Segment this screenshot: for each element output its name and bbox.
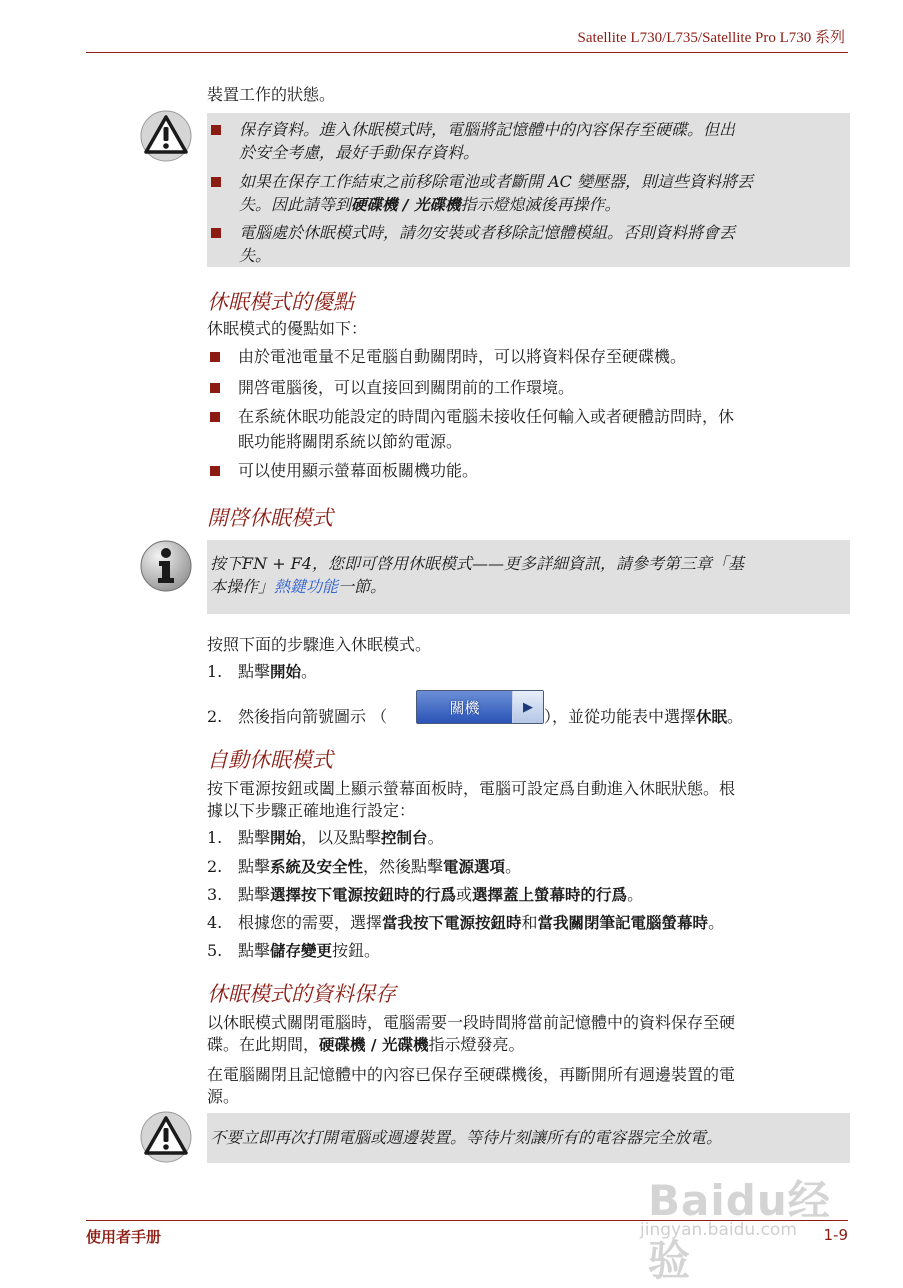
info-text-line2-a: 本操作」 (210, 577, 275, 596)
step-number: 1. (207, 662, 223, 681)
save-p2-line2: 源。 (207, 1087, 240, 1106)
list-item: 可以使用顯示螢幕面板關機功能。 (238, 461, 479, 480)
indicator-name: 硬碟機 / 光碟機 (319, 1036, 429, 1054)
text: 點擊 (238, 885, 271, 904)
step-number: 3. (207, 885, 223, 904)
warning-triangle-icon (140, 110, 192, 162)
auto-step-4 (238, 912, 724, 934)
text: 點擊 (238, 857, 271, 876)
warning-item-3-line2: 失。 (239, 246, 272, 265)
term: 控制台 (381, 829, 428, 847)
list-item: 在系統休眠功能設定的時間內電腦未接收任何輸入或者硬體訪問時，休 (238, 407, 735, 426)
info-text-line2-b: 一節。 (338, 577, 387, 596)
step-1-text: 點擊 (238, 662, 271, 681)
info-box (207, 540, 850, 614)
auto-step-2 (238, 856, 521, 878)
term: 開始 (270, 829, 302, 847)
warning-item-1 (239, 118, 735, 164)
save-p1-line1: 以休眠模式關閉電腦時，電腦需要一段時間將當前記憶體中的資料保存至硬 (207, 1013, 736, 1032)
warning-box-2 (207, 1113, 850, 1163)
text: 。 (505, 857, 522, 876)
auto-step-3 (238, 884, 643, 906)
indicator-name: 硬碟機 / 光碟機 (351, 196, 461, 214)
term: 電源選項 (443, 858, 506, 876)
info-text-line1: 按下FN + F4，您即可啓用休眠模式——更多詳細資訊，請參考第三章「基 (210, 554, 744, 573)
info-text (210, 552, 744, 598)
term: 儲存變更 (270, 942, 333, 960)
step-number: 2. (207, 707, 223, 726)
square-bullet-icon (211, 125, 221, 135)
save-p1-end: 指示燈發亮。 (428, 1035, 525, 1054)
hibernate-term: 休眠 (696, 708, 728, 726)
save-p1-text: 碟。在此期間， (207, 1035, 320, 1054)
warning-item-2 (239, 170, 753, 217)
text: 點擊 (238, 828, 271, 847)
shutdown-button-image (416, 690, 544, 724)
step-number: 1. (207, 828, 223, 847)
warning-box-1 (207, 113, 850, 267)
list-item-continuation: 眠功能將關閉系統以節約電源。 (238, 432, 463, 451)
save-paragraph-1 (207, 1012, 735, 1056)
step-2-text: ），並從功能表中選擇 (544, 707, 697, 726)
text: 按鈕。 (332, 941, 381, 960)
header-rule (86, 52, 848, 53)
text: 。 (427, 828, 444, 847)
page-number: 1-9 (823, 1226, 848, 1244)
list-item: 由於電池電量不足電腦自動關閉時，可以將資料保存至硬碟機。 (238, 347, 687, 366)
warning-item-1-line2: 於安全考慮，最好手動保存資料。 (239, 143, 480, 162)
square-bullet-icon (210, 466, 220, 476)
step-1 (238, 661, 317, 683)
benefits-intro: 休眠模式的優點如下： (207, 319, 368, 338)
text: ，然後點擊 (363, 857, 444, 876)
text: 根據您的需要，選擇 (238, 913, 383, 932)
step-number: 2. (207, 857, 223, 876)
auto-intro-line2: 據以下步驟正確地進行設定： (207, 801, 416, 820)
warning-item-3-line1: 電腦處於休眠模式時，請勿安裝或者移除記憶體模組。否則資料將會丟 (239, 223, 736, 242)
text: 和 (521, 913, 538, 932)
save-paragraph-2 (207, 1064, 735, 1108)
auto-step-5 (238, 940, 380, 962)
warning-item-2-line1: 如果在保存工作結束之前移除電池或者斷開 AC 變壓器，則這些資料將丟 (239, 172, 753, 191)
warning-item-2-text-a: 失。因此請等到 (239, 195, 352, 214)
watermark-logo: Baidu经验 (648, 1176, 831, 1285)
term: 系統及安全性 (270, 858, 364, 876)
square-bullet-icon (210, 412, 220, 422)
text: 或 (456, 885, 473, 904)
heading-data-save: 休眠模式的資料保存 (207, 982, 396, 1006)
step-2-end: 。 (727, 707, 744, 726)
info-icon (140, 540, 192, 592)
heading-auto-hibernation: 自動休眠模式 (207, 748, 333, 772)
auto-intro (207, 778, 735, 822)
step-number: 4. (207, 913, 223, 932)
step-2-a: 然後指向箭號圖示 （ (238, 707, 388, 726)
list-item: 開啓電腦後，可以直接回到關閉前的工作環境。 (238, 378, 575, 397)
arrow-right-icon: ▶ (512, 691, 543, 723)
auto-step-1 (238, 827, 444, 849)
warning-item-3 (239, 221, 735, 267)
auto-intro-line1: 按下電源按鈕或闔上顯示螢幕面板時，電腦可設定爲自動進入休眠狀態。根 (207, 779, 736, 798)
warning-item-2-text-b: 指示燈熄滅後再操作。 (460, 195, 621, 214)
baidu-watermark (640, 1158, 850, 1285)
heading-benefits: 休眠模式的優點 (207, 290, 354, 314)
steps-intro: 按照下面的步驟進入休眠模式。 (207, 635, 432, 654)
save-p2-line1: 在電腦關閉且記憶體中的內容已保存至硬碟機後，再斷開所有週邊裝置的電 (207, 1065, 736, 1084)
term: 選擇蓋上螢幕時的行爲 (472, 886, 628, 904)
square-bullet-icon (210, 383, 220, 393)
text: 。 (708, 913, 725, 932)
running-header: Satellite L730/L735/Satellite Pro L730 系列 (577, 30, 845, 46)
square-bullet-icon (211, 228, 221, 238)
warning-2-text: 不要立即再次打開電腦或週邊裝置。等待片刻讓所有的電容器完全放電。 (210, 1128, 723, 1147)
term: 當我按下電源按鈕時 (382, 914, 522, 932)
text: 。 (627, 885, 644, 904)
watermark-url: jingyan.baidu.com (640, 1220, 797, 1240)
shutdown-button-label: 關機 (449, 698, 480, 717)
warning-triangle-icon (140, 1111, 192, 1163)
hotkey-link[interactable]: 熱鍵功能 (274, 577, 339, 596)
footer-manual-title: 使用者手册 (86, 1228, 162, 1246)
step-2-b (544, 706, 743, 728)
step-number: 5. (207, 941, 223, 960)
warning-item-1-line1: 保存資料。進入休眠模式時，電腦將記憶體中的內容保存至硬碟。但出 (239, 120, 736, 139)
step-1-end: 。 (301, 662, 318, 681)
square-bullet-icon (211, 177, 221, 187)
heading-start-hibernation: 開啓休眠模式 (207, 506, 333, 530)
term: 選擇按下電源按鈕時的行爲 (270, 886, 457, 904)
start-term: 開始 (270, 663, 302, 681)
text: ，以及點擊 (301, 828, 382, 847)
term: 當我關閉筆記電腦螢幕時 (537, 914, 709, 932)
text: 點擊 (238, 941, 271, 960)
footer-rule (86, 1220, 848, 1221)
intro-line: 裝置工作的狀態。 (207, 85, 336, 104)
square-bullet-icon (210, 352, 220, 362)
